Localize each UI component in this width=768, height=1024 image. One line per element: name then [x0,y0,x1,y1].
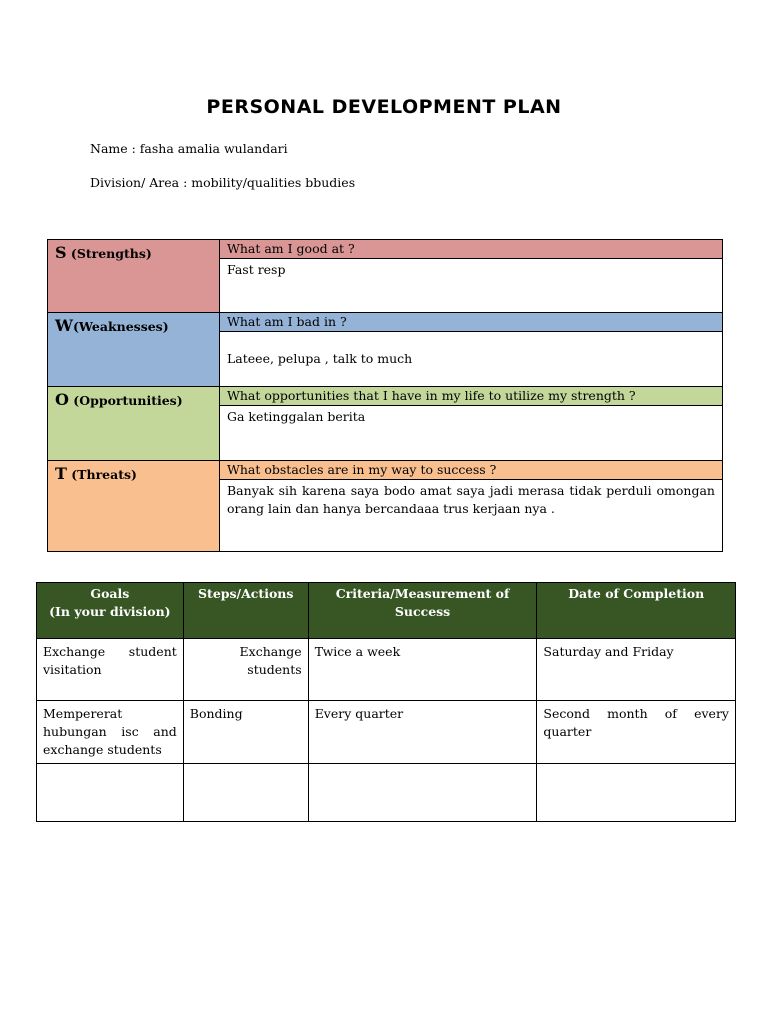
swot-letter: S [55,243,67,262]
division-line: Division/ Area : mobility/qualities bbudies [90,175,356,190]
swot-answer: Banyak sih karena saya bodo amat saya jadi merasa tidak perduli omongan orang lain dan hanya bercandaaa trus kerjaan nya . [220,480,723,552]
table-cell: Every quarter [308,701,537,764]
table-row [37,764,736,822]
header-goals [37,583,184,639]
table-cell: Bonding [183,701,308,764]
header-criteria: Criteria/Measurement of Success [308,583,537,639]
table-cell: Second month of every quarter [537,701,736,764]
swot-question: What opportunities that I have in my life to utilize my strength ? [220,387,723,406]
swot-answer: Ga ketinggalan berita [220,406,723,461]
swot-label-text: (Strengths) [70,246,152,261]
swot-row-threats [48,461,723,480]
table-cell [308,764,537,822]
swot-letter: O [55,390,69,409]
table-cell: Exchange students [183,639,308,701]
table-cell: Exchange student visitation [37,639,184,701]
swot-question: What am I bad in ? [220,313,723,332]
swot-label-weaknesses [48,313,220,387]
table-cell [183,764,308,822]
table-cell: Mempererat hubungan isc and exchange students [37,701,184,764]
swot-row-opportunities [48,387,723,406]
header-goals-line1: Goals [90,586,130,601]
header-steps: Steps/Actions [183,583,308,639]
swot-row-weaknesses [48,313,723,332]
table-cell [37,764,184,822]
swot-label-opportunities [48,387,220,461]
swot-answer: Fast resp [220,259,723,313]
swot-answer: Lateee, pelupa , talk to much [220,332,723,387]
swot-letter: W [55,316,73,335]
swot-letter: T [55,464,67,483]
table-cell: Saturday and Friday [537,639,736,701]
swot-label-text: (Weaknesses) [72,319,169,334]
header-goals-line2: (In your division) [49,604,171,619]
swot-label-strengths [48,240,220,313]
goals-header-row [37,583,736,639]
page-title: PERSONAL DEVELOPMENT PLAN [206,96,562,118]
swot-question: What obstacles are in my way to success ? [220,461,723,480]
header-date: Date of Completion [537,583,736,639]
swot-label-text: (Threats) [71,467,137,482]
swot-label-threats [48,461,220,552]
table-row [37,639,736,701]
swot-question: What am I good at ? [220,240,723,259]
table-cell: Twice a week [308,639,537,701]
swot-label-text: (Opportunities) [73,393,183,408]
swot-row-strengths [48,240,723,259]
name-line: Name : fasha amalia wulandari [90,141,288,156]
goals-table [36,582,736,822]
table-cell [537,764,736,822]
table-row [37,701,736,764]
swot-table [47,239,723,552]
